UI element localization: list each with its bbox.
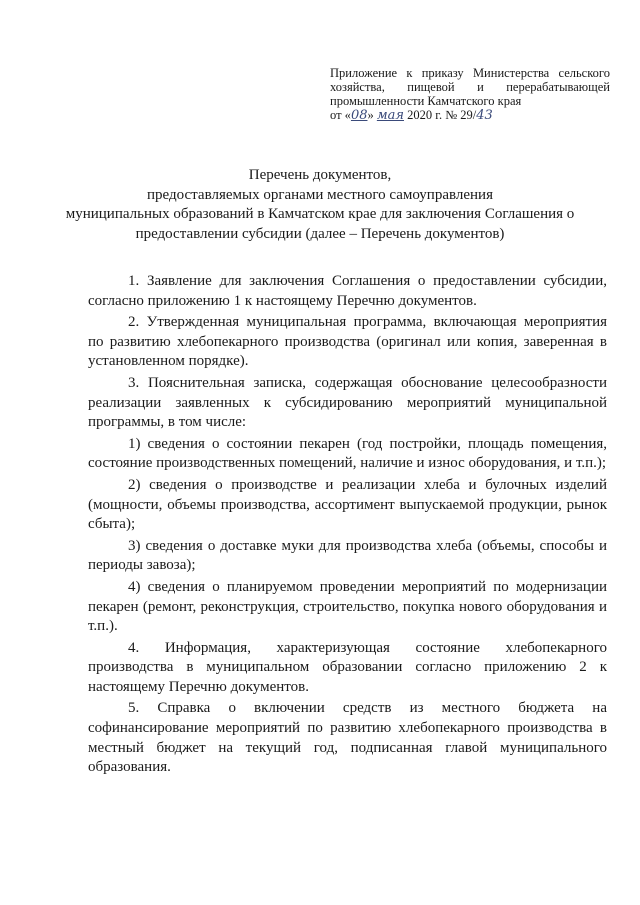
handwritten-number: 43 <box>476 108 493 123</box>
subitem-3-2: 2) сведения о производстве и реализации хлеба и булочных изделий (мощности, объемы производства, ассортимент выпускаемой продукции, рынок сбыта); <box>88 476 607 533</box>
annex-line-3: промышленности Камчатского края <box>330 94 522 108</box>
subitem-3-4: 4) сведения о планируемом проведении мероприятий по модернизации пекарен (ремонт, реконструкция, строительство, покупка нового оборудования и т.п.). <box>88 578 607 635</box>
item-2: 2. Утвержденная муниципальная программа, включающая мероприятия по развитию хлебопекарного производства (оригинал или копия, заверенная в установленном порядке). <box>88 314 607 370</box>
handwritten-month: мая <box>376 108 404 123</box>
handwritten-day: 08 <box>350 108 368 123</box>
date-prefix: от « <box>330 108 351 122</box>
date-year: 2020 г. № 29/ <box>404 108 477 122</box>
date-mid: » <box>367 108 377 122</box>
annex-line-2: хозяйства, пищевой и перерабатывающей <box>330 80 610 94</box>
item-1: 1. Заявление для заключения Соглашения о предоставлении субсидии, согласно приложению 1 к настоящему Перечню документов. <box>88 273 607 309</box>
annex-date-line <box>330 108 610 123</box>
title-line-2: предоставляемых органами местного самоуправления <box>147 186 493 203</box>
title-line-4: предоставлении субсидии (далее – Перечень документов) <box>135 225 505 242</box>
title-line-3: муниципальных образований в Камчатском крае для заключения Соглашения о <box>65 206 575 222</box>
item-5: 5. Справка о включении средств из местного бюджета на софинансирование мероприятий по развитию хлебопекарного производства в местный бюджет на текущий год, подписанная главой муниципального образования. <box>88 700 607 776</box>
document-body <box>88 272 607 780</box>
document-title <box>60 166 580 244</box>
subitem-3-3: 3) сведения о доставке муки для производства хлеба (объемы, способы и периоды завоза); <box>88 537 607 574</box>
subitem-3-1: 1) сведения о состоянии пекарен (год постройки, площадь помещения, состояние производственных помещений, наличие и износ оборудования, и т.п.); <box>88 435 607 472</box>
title-line-1: Перечень документов, <box>248 167 392 183</box>
annex-header <box>330 66 610 123</box>
item-3: 3. Пояснительная записка, содержащая обоснование целесообразности реализации заявленных к субсидированию мероприятий муниципальной программы, в том числе: <box>88 374 607 431</box>
annex-line-1: Приложение к приказу Министерства сельского <box>330 66 610 80</box>
item-4: 4. Информация, характеризующая состояние хлебопекарного производства в муниципальном образовании согласно приложению 2 к настоящему Перечню документов. <box>88 639 607 695</box>
